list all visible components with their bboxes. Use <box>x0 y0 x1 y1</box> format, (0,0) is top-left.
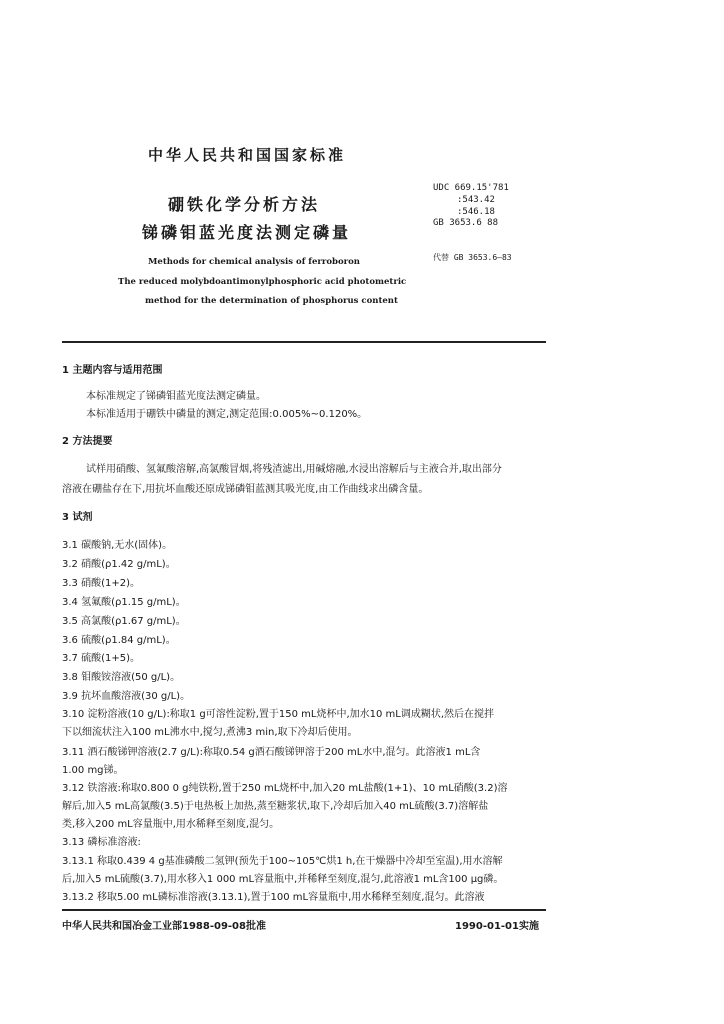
approval-note: 中华人民共和国冶金工业部1988-09-08批准 <box>62 921 266 932</box>
reagent-item-3-10: 3.10 淀粉溶液(10 g/L):称取1 g可溶性淀粉,置于150 mL烧杯中,加水10 mL调成糊状,然后在搅拌 <box>62 709 495 720</box>
reagent-item-3-13-2: 3.13.2 移取5.00 mL磷标准溶液(3.13.1),置于100 mL容量瓶中,用水稀释至刻度,混匀。此溶液 <box>62 892 485 903</box>
reagent-item-3-13: 3.13 磷标准溶液: <box>62 837 141 848</box>
reagent-item-3-13-1: 3.13.1 称取0.439 4 g基准磷酸二氢钾(预先于100~105℃烘1 h,在干燥器中冷却至室温),用水溶解 <box>62 856 503 867</box>
reagent-item-3-10-cont: 下以细流状注入100 mL沸水中,搅匀,煮沸3 min,取下冷却后使用。 <box>62 727 358 738</box>
section-1-heading: 1 主题内容与适用范围 <box>62 365 163 376</box>
reagent-item: 3.5 高氯酸(ρ1.67 g/mL)。 <box>62 616 186 627</box>
section-2-line: 溶液在硼盐存在下,用抗坏血酸还原成锑磷钼蓝测其吸光度,由工作曲线求出磷含量。 <box>62 484 429 495</box>
reagent-item-3-11: 3.11 酒石酸锑钾溶液(2.7 g/L):称取0.54 g酒石酸锑钾溶于200 mL水中,混匀。此溶液1 mL含 <box>62 747 481 758</box>
reagent-item-3-13-1-cont: 后,加入5 mL硫酸(3.7),用水移入1 000 mL容量瓶中,并稀释至刻度,混匀,此溶液1 mL含100 μg磷。 <box>62 874 504 885</box>
section-3-heading: 3 试剂 <box>62 512 93 523</box>
national-standard-heading: 中华人民共和国国家标准 <box>148 146 347 164</box>
reagent-item: 3.2 硝酸(ρ1.42 g/mL)。 <box>62 559 176 570</box>
gb-number: GB 3653.6 88 <box>433 218 499 228</box>
reagent-item: 3.4 氢氟酸(ρ1.15 g/mL)。 <box>62 597 186 608</box>
reagent-item: 3.8 钼酸铵溶液(50 g/L)。 <box>62 672 181 683</box>
reagent-item: 3.9 抗坏血酸溶液(30 g/L)。 <box>62 691 191 702</box>
title-english-line2: The reduced molybdoantimonylphosphoric acid photometric <box>118 277 407 287</box>
header-divider <box>62 341 546 343</box>
reagent-item: 3.3 硝酸(1+2)。 <box>62 578 140 589</box>
reagent-item: 3.6 硫酸(ρ1.84 g/mL)。 <box>62 635 176 646</box>
reagent-item: 3.7 硫酸(1+5)。 <box>62 653 140 664</box>
title-english-line3: method for the determination of phosphorus content <box>145 296 398 306</box>
udc-code-3: :546.18 <box>457 207 495 217</box>
reagent-item-3-12-cont: 解后,加入5 mL高氯酸(3.5)于电热板上加热,蒸至糖浆状,取下,冷却后加入40 mL硫酸(3.7)溶解盐 <box>62 801 489 812</box>
section-2-heading: 2 方法提要 <box>62 436 113 447</box>
footer-divider <box>62 909 546 911</box>
title-english-line1: Methods for chemical analysis of ferroboron <box>148 257 360 267</box>
udc-code: UDC 669.15'781 <box>433 183 509 193</box>
reagent-item: 3.1 碳酸钠,无水(固体)。 <box>62 540 173 551</box>
reagent-item-3-11-cont: 1.00 mg锑。 <box>62 765 124 776</box>
section-2-line: 试样用硝酸、氢氟酸溶解,高氯酸冒烟,将残渣滤出,用碱熔融,水浸出溶解后与主液合并,取出部分 <box>86 464 502 475</box>
title-chinese-line2: 锑磷钼蓝光度法测定磷量 <box>142 223 352 242</box>
section-1-line: 本标准规定了锑磷钼蓝光度法测定磷量。 <box>86 391 266 402</box>
effective-date: 1990-01-01实施 <box>455 921 539 932</box>
title-chinese-line1: 硼铁化学分析方法 <box>168 195 321 214</box>
replaces-note: 代替 GB 3653.6—83 <box>433 253 512 262</box>
section-1-line: 本标准适用于硼铁中磷量的测定,测定范围:0.005%~0.120%。 <box>86 409 368 420</box>
reagent-item-3-12-cont: 类,移入200 mL容量瓶中,用水稀释至刻度,混匀。 <box>62 819 280 830</box>
reagent-item-3-12: 3.12 铁溶液:称取0.800 0 g纯铁粉,置于250 mL烧杯中,加入20 mL盐酸(1+1)、10 mL硝酸(3.2)溶 <box>62 783 508 794</box>
udc-code-2: :543.42 <box>457 195 495 205</box>
